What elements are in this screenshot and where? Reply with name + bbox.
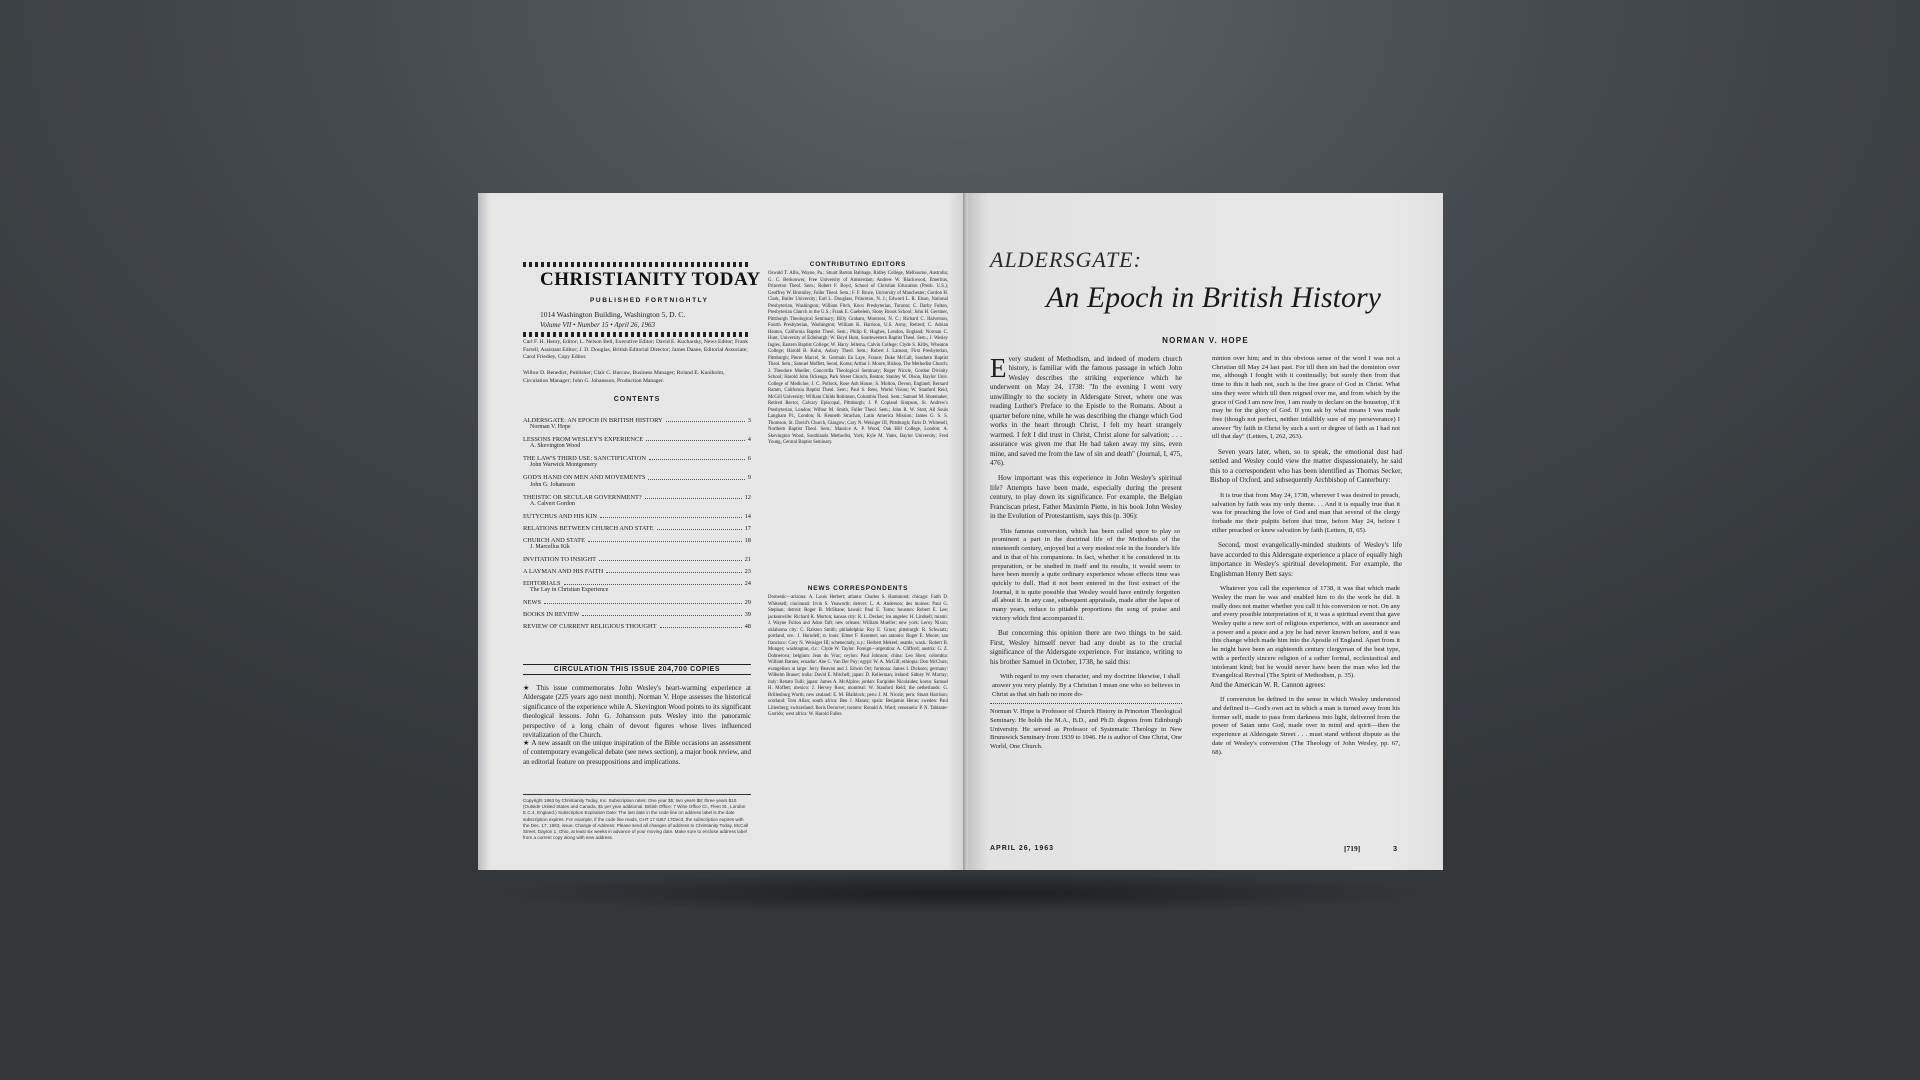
contents-item xyxy=(523,537,751,544)
contents-item-title: THEISTIC OR SECULAR GOVERNMENT? xyxy=(523,493,642,501)
right-page xyxy=(968,193,1443,870)
dot-leader xyxy=(646,436,745,441)
dot-leader xyxy=(666,417,745,422)
issue-blurb: ★ A new assault on the unique inspiration of the Bible occasions an assessment of contemporary evangelical debate (see news section), a major book review, and an editorial feature on presuppositions and implications. xyxy=(523,739,751,766)
contents-item-title: THE LAW'S THIRD USE: SANCTIFICATION xyxy=(523,455,647,463)
contents-item-title: INVITATION TO INSIGHT xyxy=(523,555,597,563)
block-quote: Whatever you call the experience of 1738, it was that which made Wesley the man he was and enabled him to do the work he did. It really does not matter whether you call it his conversion or not. On any and every possible interpretation of it, it was a spiritual event that gave Wesley quite a new sort of religious experience, with an assurance and a power and a peace and a joy he had never known before, and it was this change which made him into the Apostle of England. Apart from it he might have been an eighteenth century clergyman of the best type, with a perfectly sincere religion of a rather formal, ecclesiastical and intolerant kind; but he would never have been the man who led the Evangelical Revival (The Spirit of Methodism, p. 35). xyxy=(1212,585,1400,680)
article-column-1 xyxy=(990,355,1182,751)
dot-leader xyxy=(648,474,744,479)
dot-leader xyxy=(657,525,742,530)
contents-item-title: REVIEW OF CURRENT RELIGIOUS THOUGHT xyxy=(523,622,657,630)
contents-item-title: CHURCH AND STATE xyxy=(523,536,585,544)
contents-item-page: 12 xyxy=(744,493,751,501)
paragraph-text: very student of Methodism, and indeed of modern church history, is familiar with the famous passage in which John Wesley describes the striking experience which he underwent on May 24, 1738: "In the evening I went very unwillingly to the society in Aldersgate Street, where one was reading Luther's Preface to the Epistle to the Romans. About a quarter before nine, while he was describing the change which God works in the heart through Christ, I felt my heart strangely warmed. I felt I did trust in Christ, Christ alone for salvation; . . . assurance was given me that He had taken away my sins, even mine, and saved me from the law of sin and death" (Journal, I, 475, 476). xyxy=(990,355,1182,467)
dot-leader xyxy=(606,568,741,573)
contents-item-title: BOOKS IN REVIEW xyxy=(523,610,580,618)
block-quote: It is true that from May 24, 1738, wherever I was desired to preach, salvation by faith was my only theme. . . And it is equally true that it was for preaching the love of God and man that several of the clergy forbade me their pulpits before that time, before May 24, before I either preached or knew salvation by faith (Letters, II, 65). xyxy=(1212,491,1400,534)
contents-item xyxy=(523,417,751,424)
contents-item-title: NEWS xyxy=(523,599,542,607)
contents-item-page: 3 xyxy=(747,416,751,424)
article-title: An Epoch in British History xyxy=(1046,281,1381,314)
dot-leader xyxy=(544,599,742,604)
masthead-address: 1014 Washington Building, Washington 5, D. C. xyxy=(540,310,686,319)
contents-item xyxy=(523,474,751,481)
contents-item-page: 9 xyxy=(747,474,751,482)
block-quote: If conversion be defined in the sense in which Wesley understood and defined it—God's own act in which a man is turned away from his former self, made to pass from darkness into light, delivered from the power of Satan unto God, made over in mind and spirit—then the experience at Aldersgate Street . . . must stand without dispute as the date of Wesley's conversion (The Theology of John Wesley, pp. 67, 68). xyxy=(1212,696,1400,756)
contents-item-page: 17 xyxy=(744,524,751,532)
dot-leader xyxy=(660,623,742,628)
circulation-banner: CIRCULATION THIS ISSUE 204,700 COPIES xyxy=(523,664,751,675)
contributing-editors-heading: CONTRIBUTING EDITORS xyxy=(809,261,907,268)
masthead-top-rule xyxy=(523,262,751,267)
paragraph: And the American W. R. Cannon agrees: xyxy=(1210,680,1326,689)
paragraph: Second, most evangelically-minded students of Wesley's life have accorded to this Aldersgate experience a place of equally high importance in Wesley's spiritual development. For example, the Englishman Henry Bett says: xyxy=(1210,541,1402,578)
article-column-2 xyxy=(1210,355,1402,757)
contents-item xyxy=(523,568,751,575)
contents-item-author: John G. Johansson xyxy=(530,481,575,488)
dot-leader xyxy=(600,513,742,518)
contents-item-author: Norman V. Hope xyxy=(530,423,571,430)
contents-item-page: 18 xyxy=(744,536,751,544)
block-quote: With regard to my own character, and my doctrine likewise, I shall answer you very plainly. By a Christian I mean one who so believes in Christ as that sin hath no more do- xyxy=(992,673,1180,698)
paragraph xyxy=(990,355,1182,468)
contents-item-title: RELATIONS BETWEEN CHURCH AND STATE xyxy=(523,524,654,532)
contents-item-author: J. Marcellus Kik xyxy=(530,544,570,551)
contents-list xyxy=(523,412,751,630)
contents-item-author: A. Calvert Gordon xyxy=(530,501,575,508)
drop-cap: E xyxy=(990,353,1007,383)
dot-leader xyxy=(649,455,745,460)
page-edge xyxy=(478,193,490,870)
dot-leader xyxy=(599,556,742,561)
dot-leader xyxy=(582,611,741,616)
contents-item-author: The Lay in Christian Experience xyxy=(530,587,609,594)
news-correspondents-heading: NEWS CORRESPONDENTS xyxy=(807,585,909,592)
left-page xyxy=(478,193,967,870)
contents-item xyxy=(523,513,751,520)
contents-item xyxy=(523,599,751,606)
contents-item-author: A. Skevington Wood xyxy=(530,443,581,450)
contents-item-page: 6 xyxy=(747,455,751,463)
contents-item-page: 29 xyxy=(744,599,751,607)
article-byline: NORMAN V. HOPE xyxy=(1162,336,1249,345)
news-correspondents-list: Domestic—arizona: A. Louis Herbert; atlanta: Charles S. Hammond; chicago: Faith D. Whitesell; cincinnati: Irvin S. Yeaworth; denver: L. A. Anderson; des moines: Paul G. Stephan; detroit: Roger B. McShane; hawaii: Paul E. Toms; houston: Robert E. Lee; jacksonville: Richard K. Morton; kansas city: R. L. Decker; los angeles: H. Lindsell; miami: J. Wayne Fulton and Adon Taft; new orleans: William Mueller; new york: Leroy Nixon; oklahoma city: C. Ralston Smith; philadelphia: Roy E. Grace; pittsburgh: R. Schwartz; portland, ore.: J. Hurndell; st. louis: Elmer F. Kraemer; san antonio: Roger E. Moore; san francisco: Cary N. Weisiger III; schenectady, n.y.: Herbert Mekeel; seattle, wash.: Robert B. Munger; washington, d.c.: Clyde W. Taylor. Foreign—argentina: A. Clifford; austria: G. Z. Dobnerova; belgium: Jean du Vrac; ceylon: Paul Johnson; china: Leo Shen; colombia: William Barnes; ecuador: Abe C. Van Der Puy; egypt: W. A. McGill; ethiopia: Don McClure; evangelism at large: Jerry Beavan and J. Edwin Orr; formosa: James I. Dickson; germany: Wilhelm Brauer; india: David E. Mitchell; japan: D. Kellerman; ireland: Sidney W. Murray; italy: Renato Tulli; japan: James A. McAlpine; jordan: Euripides Nicolaides; korea: Samuel H. Moffett; mexico: J. Hervey Ross; montreal: W. Stanford Reid; the netherlands: G. Brillenburg Wurth; new zealand: E. M. Blaiklock; peru: J. M. Nicole; peru: Stuart Harrison; scotland: Tom Allan; south africa: Ben J. Marais; spain: Benjamin Heras; sweden: Paul Lilienberg; switzerland: Boris Decorvet; toronto: Ronald A. Ward; venezuela: P. N. Tablante-Garrido; west africa: W. Harold Fuller. xyxy=(768,595,948,717)
contents-item-title: EUTYCHUS AND HIS KIN xyxy=(523,512,598,520)
contents-item-page: 48 xyxy=(744,622,751,630)
masthead-bottom-rule xyxy=(523,332,751,337)
author-bio: Norman V. Hope is Professor of Church History in Princeton Theological Seminary. He holds the M.A., B.D., and Ph.D. degrees from Edinburgh University. He served as Professor of Systematic Theology in New Brunswick Seminary from 1939 to 1946. He is author of One Christ, One World, One Church. xyxy=(990,708,1182,750)
contents-item xyxy=(523,494,751,501)
masthead-issue-line: Volume VII • Number 15 • April 26, 1963 xyxy=(540,321,656,329)
dot-leader xyxy=(564,580,742,585)
block-quote: This famous conversion, which has been called upon to play so prominent a part in the doctrinal life of the Methodists of the nineteenth century, enjoyed but a very modest role in the founder's life and in that of his companions. In fact, whether it be considered in its preparation, or be studied in itself and its results, it would seem to have been merely a quite ordinary experience whose effects time was quickly to dull. Had it not been entered in the first extract of the Journal, it is quite possible that Wesley would have entirely forgotten all about it. In any case, subsequent appraisals, made after the lapse of many years, reduce to pitiable proportions the song of praise and victory which first accompanied it. xyxy=(992,527,1180,622)
paragraph: But concerning this opinion there are two things to be said. First, Wesley himself never had any doubt as to the crucial significance of the Aldersgate experience. For instance, writing to his brother Samuel in October, 1738, he said this: xyxy=(990,629,1182,666)
masthead-title: CHRISTIANITY TODAY xyxy=(540,269,761,290)
contents-item xyxy=(523,455,751,462)
contents-item-title: EDITORIALS xyxy=(523,579,561,587)
contents-item xyxy=(523,580,751,587)
contributing-editors-list: Oswald T. Allis, Wayne, Pa.; Stuart Barton Babbage, Ridley College, Melbourne, Australia; G. C. Berkouwer, Free University of Amsterdam; Andrew W. Blackwood, Emeritus, Princeton Theol. Sem.; Robert F. Boyd, School of Christian Education (Presb. U.S.); Geoffrey W. Bromiley, Fuller Theol. Sem.; F. F. Bruce, University of Manchester; Gordon H. Clark, Butler University; Earl L. Douglass, Princeton, N. J.; Edward L. R. Elson, National Presbyterian, Washington; William Fitch, Knox Presbyterian, Toronto; C. Darby Fulton, Presbyterian Church in the U.S.; Frank E. Gaebelein, Stony Brook School; John H. Gerstner, Pittsburgh Theological Seminary; Billy Graham, Montreat, N. C.; Richard C. Halverson, Fourth Presbyterian, Washington; William K. Harrison, U.S. Army, Retired; C. Adrian Heaton, California Baptist Theol. Sem.; Philip E. Hughes, London, England; Norman C. Hunt, University of Edinburgh; W. Boyd Hunt, Southwestern Baptist Theol. Sem.; J. Wesley Ingles, Eastern Baptist College; W. Harry Jellema, Calvin College; Clyde S. Kilby, Wheaton College; Harold B. Kuhn, Asbury Theol. Sem.; Robert J. Lamont, First Presbyterian, Pittsburgh; Pierre Marcel, St. Germain En Laye, France; Duke McCall, Southern Baptist Theol. Sem.; Samuel Moffett, Seoul, Korea; Arthur J. Moore, Bishop, The Methodist Church; J. Theodore Mueller, Concordia Theological Seminary; Roger Nicole, Gordon Divinity School; Harold John Ockenga, Park Street Church, Boston; Stanley W. Olson, Baylor Univ. College of Medicine; J. C. Pollock, Rose Ash House, S. Molton, Devon, England; Bernard Ramm, California Baptist Theol. Sem.; Paul S. Rees, World Vision; W. Stanford Reid, McGill University; William Childs Robinson, Columbia Theol. Sem.; Samuel M. Shoemaker, Retired Rector, Calvary Episcopal, Pittsburgh; J. P. Copland Simpson, St. Andrew's Presbyterian, London; Wilbur M. Smith, Fuller Theol. Sem.; John R. W. Stott, All Souls Langham Pl., London; R. Kenneth Strachan, Latin America Mission; James G. S. S. Thomson, St. David's Church, Glasgow; Cary N. Weisiger III, Pittsburgh; Faris D. Whitesell, Northern Baptist Theol. Sem.; Maurice A. P. Wood, Oak Hill College, London; A. Skevington Wood, Southlands Methodist, York; Kyle M. Yates, Baylor University; Fred Young, Central Baptist Seminary. xyxy=(768,271,948,445)
footer-date: APRIL 26, 1963 xyxy=(990,845,1055,852)
contents-item xyxy=(523,436,751,443)
business-staff: Wilbur D. Benedict, Publisher; Clair C. Burcaw, Business Manager; Roland E. Kuniholm, Circulation Manager; John G. Johansson, Production Manager. xyxy=(523,370,725,384)
page-number: 3 xyxy=(1393,844,1398,853)
contents-item xyxy=(523,556,751,563)
contents-item-title: LESSONS FROM WESLEY'S EXPERIENCE xyxy=(523,435,644,443)
footer-page-reference: [719] xyxy=(1344,844,1361,853)
magazine-spread xyxy=(478,193,1443,870)
copyright-notice: Copyright 1963 by Christianity Today, Inc. Subscription rates: One year $5; two years $8; three years $10. (Outside United States and Canada, $1 per year additional. British Office: 7 Wine Office Ct., Fleet St., London E.C.4, England.) Subscription Expiration Date: The last date in the code line on address label is the date subscription expires. For example, if the code line reads, CHT 17 8J67 17Dec3, the subscription expires with the Dec. 17, 1963, issue. Change of Address: Please send all changes of address to Christianity Today, McCall Street, Dayton 1, Ohio, at least six weeks in advance of your moving date. Make sure to enclose address label from a current copy along with new address. xyxy=(523,794,751,841)
issue-blurb: ★ This issue commemorates John Wesley's heart-warming experience at Aldersgate (225 years ago next month). Norman V. Hope assesses the historical significance of the experience while A. Skevington Wood points to its significant theological lessons. John G. Johansson puts Wesley into the panoramic perspective of a long chain of devout figures whose lives influenced revitalization of the Church. xyxy=(523,684,751,740)
article-kicker: ALDERSGATE: xyxy=(990,247,1142,272)
contents-item-page: 24 xyxy=(744,579,751,587)
contents-heading: CONTENTS xyxy=(613,396,661,403)
contents-item-title: A LAYMAN AND HIS FAITH xyxy=(523,567,604,575)
dot-leader xyxy=(588,537,742,542)
contents-item-title: ALDERSGATE: AN EPOCH IN BRITISH HISTORY xyxy=(523,416,663,424)
contents-item-author: John Warwick Montgomery xyxy=(530,462,598,469)
contents-item-page: 4 xyxy=(747,435,751,443)
footnote-rule xyxy=(990,703,1182,704)
contents-item-page: 39 xyxy=(744,610,751,618)
dot-leader xyxy=(645,494,742,499)
contents-item-page: 14 xyxy=(744,512,751,520)
contents-item-page: 21 xyxy=(744,555,751,563)
contents-item xyxy=(523,623,751,630)
paragraph: Seven years later, when, so to speak, the emotional dust had settled and Wesley could view the matter dispassionately, he said this to a correspondent who has been identified as Thomas Secker, Bishop of Oxford, and subsequently Archbishop of Canterbury: xyxy=(1210,448,1402,485)
block-quote: minion over him; and in this obvious sense of the word I was not a Christian till May 24 last past. For till then sin had the dominion over me, although I fought with it continually; but surely then from that time to this it hath not, such is the free grace of God in Christ. What sins they were which till then reigned over me, and from which by the grace of God I am now free, I am ready to declare on the housetop, if it may be for the glory of God. If you ask by what means I was made free (though not perfect, neither infallibly sure of my perseverance) I answer "by faith in Christ by such a sort or degree of faith as I had not till that day" (Letters, I, 262, 263). xyxy=(1212,355,1400,441)
spread-shadow xyxy=(488,873,1433,913)
contents-item-page: 23 xyxy=(744,567,751,575)
masthead-subtitle: PUBLISHED FORTNIGHTLY xyxy=(590,297,709,304)
contents-item xyxy=(523,525,751,532)
paragraph: How important was this experience in John Wesley's spiritual life? Attempts have been made, especially during the present century, to play down its significance. For example, the Belgian Franciscan priest, Father Maximin Piette, in his book John Wesley in the Evolution of Protestantism, says this (p. 306): xyxy=(990,474,1182,521)
editorial-staff: Carl F. H. Henry, Editor; L. Nelson Bell, Executive Editor; David E. Kucharsky, News Editor; Frank Farrell, Assistant Editor; J. D. Douglas, British Editorial Director; James Daane, Editorial Associate; Carol Friedley, Copy Editor. xyxy=(523,339,749,361)
contents-item-title: GOD'S HAND ON MEN AND MOVEMENTS xyxy=(523,474,646,482)
contents-item xyxy=(523,611,751,618)
